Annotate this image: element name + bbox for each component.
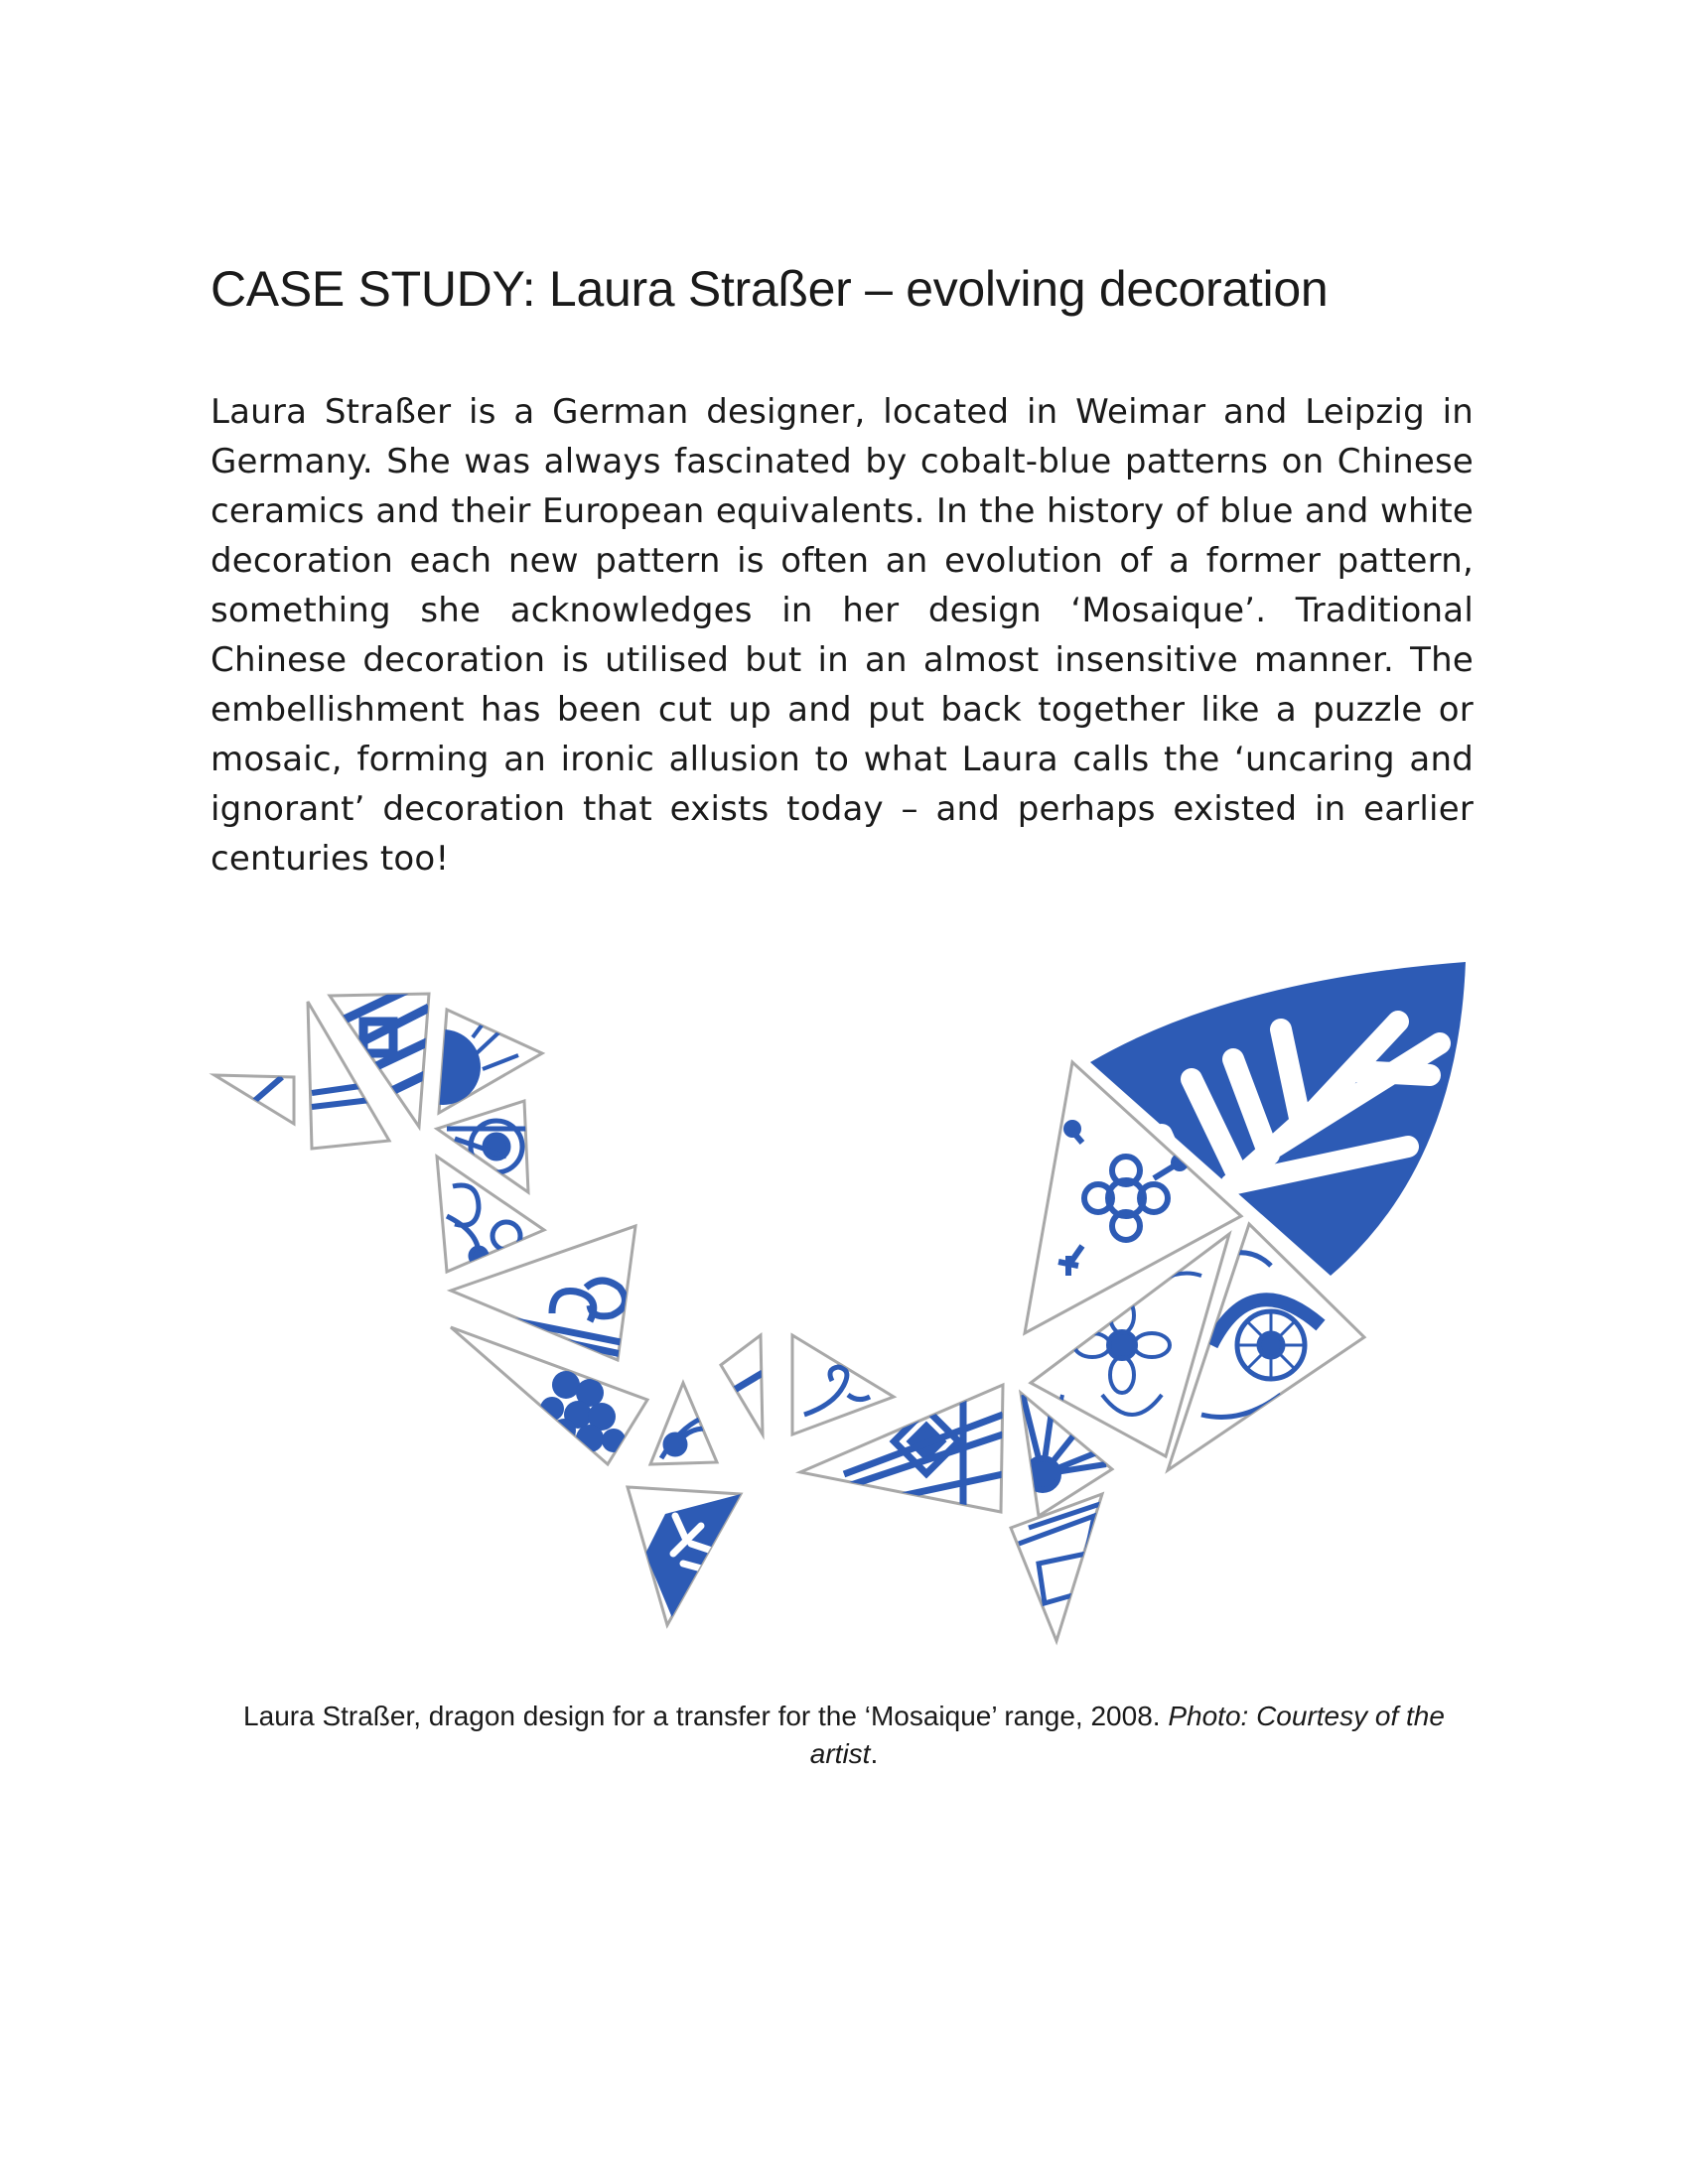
page-title: CASE STUDY: Laura Straßer – evolving decoration (211, 261, 1329, 317)
small-flower-tile (650, 1383, 717, 1464)
caption-main: Laura Straßer, dragon design for a transfer for the ‘Mosaique’ range, 2008. (243, 1701, 1169, 1731)
dragon-mosaic-figure (209, 918, 1489, 1653)
body-paragraph: Laura Straßer is a German designer, located in Weimar and Leipzig in Germany. She was always fascinated by cobalt-blue patterns on Chinese ceramics and their European equivalents. In the history of blue and white decoration each new pattern is often an evolution of a former pattern, something she acknowledges in her design ‘Mosaique’. Traditional Chinese decoration is utilised but in an almost insensitive manner. The embellishment has been cut up and put back together like a puzzle or mosaic, forming an ironic allusion to what Laura calls the ‘uncaring and ignorant’ decoration that exists today – and perhaps existed in earlier centuries too! (211, 392, 1474, 879)
caption-end: . (870, 1738, 879, 1769)
dragon-mosaic-illustration (209, 918, 1489, 1653)
left-foot-tile (628, 1487, 741, 1625)
spiral-tile (792, 1335, 894, 1434)
tail-tile-1 (214, 1075, 294, 1124)
figure-caption (211, 1698, 1477, 1773)
right-foot-tile (1011, 1494, 1102, 1641)
bar-tile (721, 1335, 763, 1434)
caption-credit: Photo: Courtesy of the artist (809, 1701, 1445, 1769)
